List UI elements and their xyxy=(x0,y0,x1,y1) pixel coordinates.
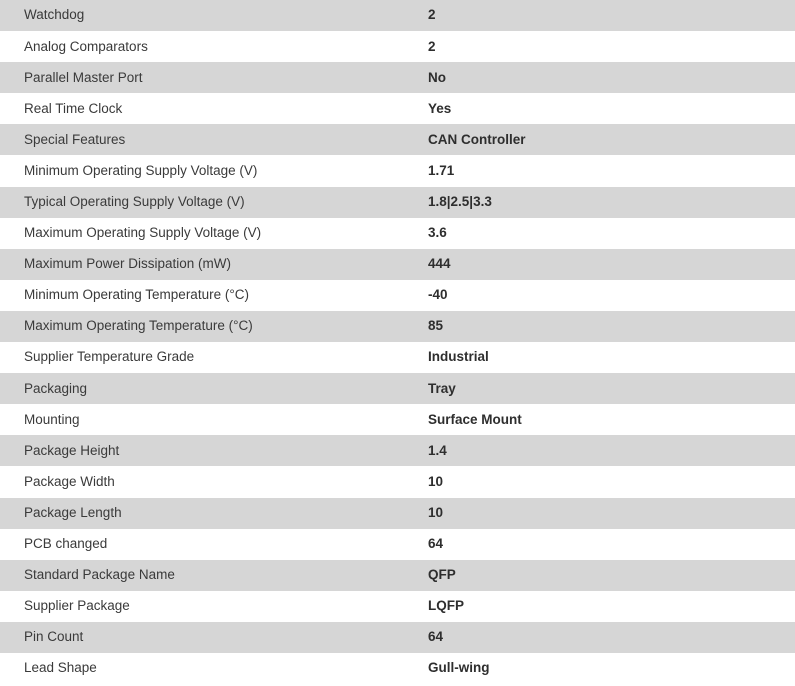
attribute-cell: Packaging xyxy=(24,380,88,396)
table-row xyxy=(0,93,795,124)
table-row xyxy=(0,31,795,62)
table-row xyxy=(0,435,795,466)
value-cell: 3.6 xyxy=(428,225,447,241)
value-cell: 2 xyxy=(428,38,436,54)
attribute-cell: Package Width xyxy=(24,473,115,489)
table-row xyxy=(0,218,795,249)
table-row xyxy=(0,622,795,653)
attribute-cell: Maximum Power Dissipation (mW) xyxy=(24,256,232,272)
attribute-cell: Maximum Operating Supply Voltage (V) xyxy=(24,225,262,241)
value-cell: 444 xyxy=(428,256,451,272)
table-row xyxy=(0,155,795,186)
value-cell: Gull-wing xyxy=(428,660,490,676)
value-cell: 85 xyxy=(428,318,444,334)
value-cell: 10 xyxy=(428,473,444,489)
attribute-cell: Minimum Operating Temperature (°C) xyxy=(24,287,249,303)
attribute-cell: Mounting xyxy=(24,411,80,427)
value-cell: Yes xyxy=(428,100,452,116)
table-row xyxy=(0,124,795,155)
attribute-cell: Special Features xyxy=(24,131,126,147)
attribute-cell: Standard Package Name xyxy=(24,567,175,583)
table-row xyxy=(0,498,795,529)
table-row xyxy=(0,187,795,218)
attribute-cell: Supplier Temperature Grade xyxy=(24,349,195,365)
table-row xyxy=(0,249,795,280)
value-cell: No xyxy=(428,69,446,85)
table-row xyxy=(0,62,795,93)
attribute-cell: Minimum Operating Supply Voltage (V) xyxy=(24,162,258,178)
value-cell: 64 xyxy=(428,536,444,552)
table-row xyxy=(0,560,795,591)
table-row xyxy=(0,311,795,342)
table-row xyxy=(0,591,795,622)
attribute-cell: Typical Operating Supply Voltage (V) xyxy=(24,194,245,210)
table-row xyxy=(0,342,795,373)
attribute-cell: Analog Comparators xyxy=(24,38,148,54)
attribute-cell: Watchdog xyxy=(24,7,85,23)
value-cell: 10 xyxy=(428,504,444,520)
value-cell: LQFP xyxy=(428,598,464,614)
value-cell: Surface Mount xyxy=(428,411,522,427)
attribute-cell: Lead Shape xyxy=(24,660,97,676)
table-row xyxy=(0,0,795,31)
table-row xyxy=(0,466,795,497)
value-cell: QFP xyxy=(428,567,456,583)
value-cell: 64 xyxy=(428,629,444,645)
attribute-cell: Pin Count xyxy=(24,629,84,645)
table-row xyxy=(0,653,795,684)
value-cell: 1.4 xyxy=(428,442,447,458)
attribute-cell: Supplier Package xyxy=(24,598,130,614)
value-cell: CAN Controller xyxy=(428,131,526,147)
table-row xyxy=(0,529,795,560)
attribute-cell: Package Length xyxy=(24,504,122,520)
attribute-cell: PCB changed xyxy=(24,536,108,552)
table-row xyxy=(0,373,795,404)
attribute-cell: Parallel Master Port xyxy=(24,69,143,85)
table-row xyxy=(0,404,795,435)
value-cell: Tray xyxy=(428,380,456,396)
value-cell: -40 xyxy=(428,287,448,303)
attribute-cell: Real Time Clock xyxy=(24,100,123,116)
value-cell: 1.71 xyxy=(428,162,455,178)
value-cell: 2 xyxy=(428,7,436,23)
attribute-cell: Package Height xyxy=(24,442,120,458)
value-cell: 1.8|2.5|3.3 xyxy=(428,194,492,210)
attribute-cell: Maximum Operating Temperature (°C) xyxy=(24,318,253,334)
value-cell: Industrial xyxy=(428,349,489,365)
table-row xyxy=(0,280,795,311)
